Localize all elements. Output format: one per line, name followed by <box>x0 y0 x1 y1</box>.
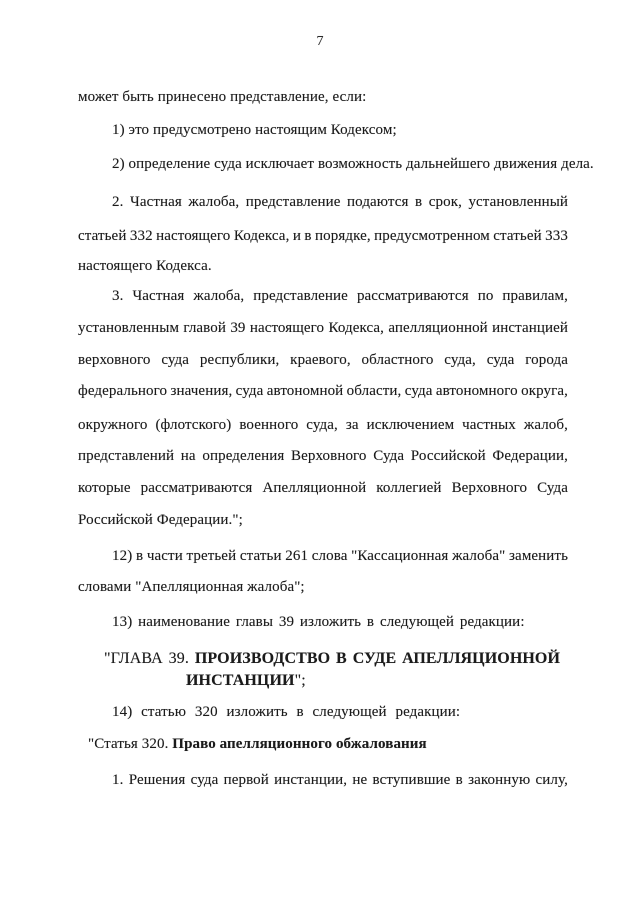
text-line: федерального значения, суда автономной области, суда автономного округа, <box>78 383 568 399</box>
text-line: словами "Апелляционная жалоба"; <box>78 579 305 595</box>
text-line: представлений на определения Верховного Суда Российской Федерации, <box>78 448 569 464</box>
page-number: 7 <box>316 34 324 49</box>
text-line: настоящего Кодекса. <box>78 258 212 274</box>
chapter-heading-prefix: "ГЛАВА 39. <box>104 650 189 667</box>
chapter-heading-title: ПРОИЗВОДСТВО В СУДЕ АПЕЛЛЯЦИОННОЙ <box>194 650 561 667</box>
text-line: которые рассматриваются Апелляционной коллегией Верховного Суда <box>78 480 568 496</box>
chapter-heading-title2: ИНСТАНЦИИ <box>186 672 295 689</box>
text-line: 3. Частная жалоба, представление рассматриваются по правилам, <box>112 288 568 304</box>
chapter-heading-suffix: "; <box>294 672 306 689</box>
text-line: Российской Федерации."; <box>78 512 243 528</box>
text-line: статьей 332 настоящего Кодекса, и в порядке, предусмотренном статьей 333 <box>78 228 568 244</box>
text-line: верховного суда республики, краевого, областного суда, суда города <box>78 352 569 368</box>
text-line: может быть принесено представление, если: <box>78 89 367 105</box>
text-line: 1. Решения суда первой инстанции, не вступившие в законную силу, <box>112 772 568 788</box>
text-line: установленным главой 39 настоящего Кодекса, апелляционной инстанцией <box>78 320 569 336</box>
article-heading-title: Право апелляционного обжалования <box>172 736 427 752</box>
text-line: 14) статью 320 изложить в следующей редакции: <box>112 704 461 720</box>
article-heading-prefix: "Статья 320. <box>88 736 169 752</box>
text-line: 12) в части третьей статьи 261 слова "Кассационная жалоба" заменить <box>112 548 569 564</box>
article-heading <box>88 734 427 754</box>
text-line: окружного (флотского) военного суда, за исключением частных жалоб, <box>78 417 568 433</box>
text-line: 1) это предусмотрено настоящим Кодексом; <box>112 122 397 138</box>
text-line: 2) определение суда исключает возможность дальнейшего движения дела. <box>112 156 594 172</box>
chapter-heading-line2 <box>186 671 306 691</box>
text-line: 13) наименование главы 39 изложить в следующей редакции: <box>112 614 525 630</box>
chapter-heading-line1 <box>104 649 560 669</box>
text-line: 2. Частная жалоба, представление подаются в срок, установленный <box>112 194 569 210</box>
